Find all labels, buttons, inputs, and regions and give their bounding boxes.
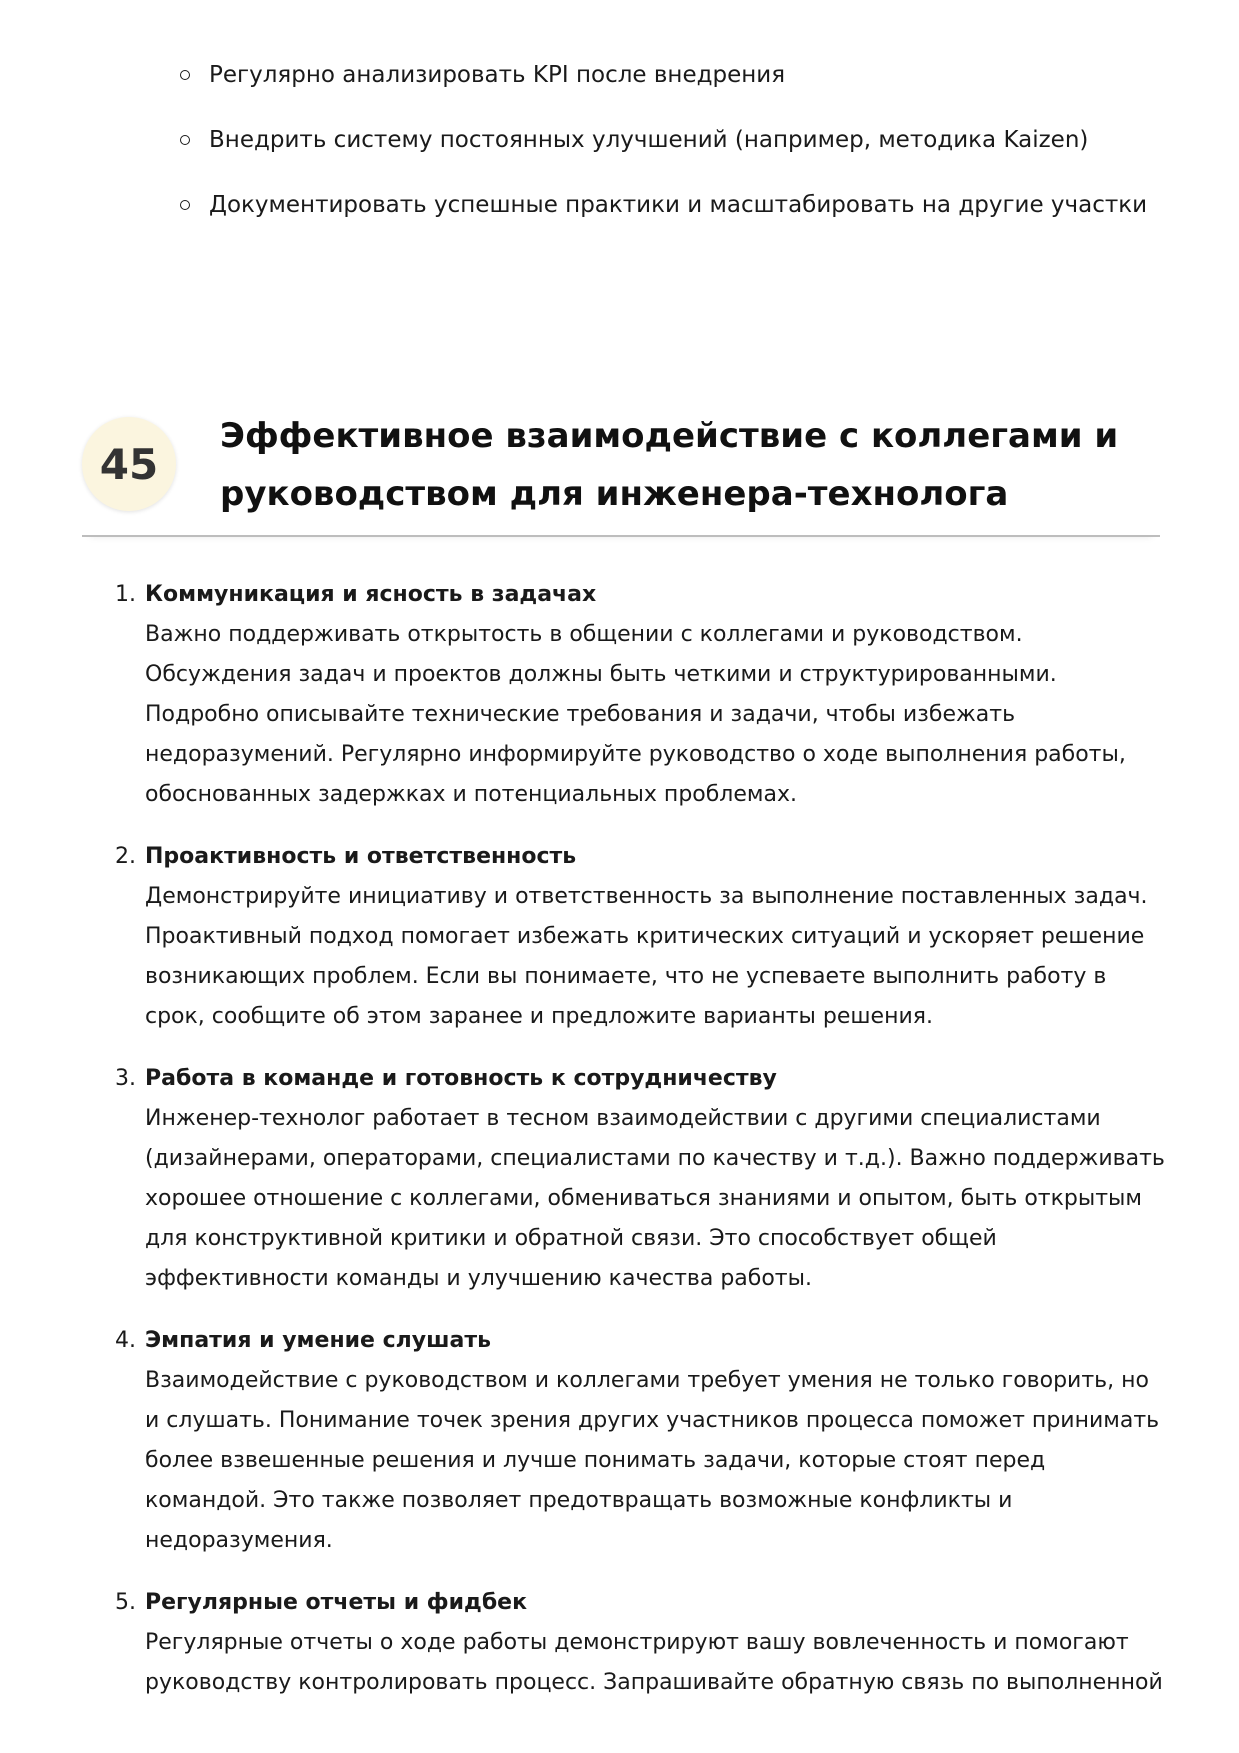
hollow-circle-bullet-icon — [180, 70, 190, 80]
list-item — [115, 837, 1165, 1037]
numbered-list — [115, 575, 1165, 1725]
list-item — [115, 1583, 1165, 1703]
list-item — [115, 1321, 1165, 1561]
item-number: 4. — [115, 1328, 136, 1353]
item-heading: Работа в команде и готовность к сотрудничеству — [145, 1066, 777, 1091]
list-item — [115, 1059, 1165, 1299]
item-body: Важно поддерживать открытость в общении с коллегами и руководством. Обсуждения задач и проектов должны быть четкими и структурированными. Подробно описывайте технические требования и задачи, чтобы избежать недоразумений. Регулярно информируйте руководство о ходе выполнения работы, обоснованных задержках и потенциальных проблемах. — [145, 622, 1126, 807]
bullet-list — [180, 60, 1147, 255]
bullet-text: Регулярно анализировать KPI после внедрения — [209, 62, 786, 88]
item-number: 2. — [115, 844, 136, 869]
section-header — [82, 405, 1160, 537]
item-number: 3. — [115, 1066, 136, 1091]
item-number: 1. — [115, 582, 136, 607]
list-item — [115, 575, 1165, 815]
bullet-text: Документировать успешные практики и масштабировать на другие участки — [209, 192, 1148, 218]
item-body: Регулярные отчеты о ходе работы демонстрируют вашу вовлеченность и помогают руководству контролировать процесс. Запрашивайте обратную связь по выполненной — [145, 1630, 1163, 1695]
item-heading: Регулярные отчеты и фидбек — [145, 1590, 528, 1615]
item-body: Демонстрируйте инициативу и ответственность за выполнение поставленных задач. Проактивный подход помогает избежать критических ситуаций и ускоряет решение возникающих проблем. Если вы понимаете, что не успеваете выполнить работу в срок, сообщите об этом заранее и предложите варианты решения. — [145, 884, 1148, 1029]
item-heading: Проактивность и ответственность — [145, 844, 577, 869]
list-item — [180, 125, 1147, 190]
list-item — [180, 190, 1147, 255]
section-title: Эффективное взаимодействие с коллегами и руководством для инженера-технолога — [220, 416, 1119, 514]
item-heading: Эмпатия и умение слушать — [145, 1328, 492, 1353]
hollow-circle-bullet-icon — [180, 135, 190, 145]
bullet-text: Внедрить систему постоянных улучшений (например, методика Kaizen) — [209, 127, 1089, 153]
item-body: Инженер-технолог работает в тесном взаимодействии с другими специалистами (дизайнерами, операторами, специалистами по качеству и т.д.). Важно поддерживать хорошее отношение с коллегами, обмениваться знаниями и опытом, быть открытым для конструктивной критики и обратной связи. Это способствует общей эффективности команды и улучшению качества работы. — [145, 1106, 1165, 1291]
item-heading: Коммуникация и ясность в задачах — [145, 582, 597, 607]
item-body: Взаимодействие с руководством и коллегами требует умения не только говорить, но и слушать. Понимание точек зрения других участников процесса поможет принимать более взвешенные решения и лучше понимать задачи, которые стоят перед командой. Это также позволяет предотвращать возможные конфликты и недоразумения. — [145, 1368, 1160, 1553]
list-item — [180, 60, 1147, 125]
section-number-badge: 45 — [82, 417, 176, 511]
item-number: 5. — [115, 1590, 136, 1615]
hollow-circle-bullet-icon — [180, 200, 190, 210]
